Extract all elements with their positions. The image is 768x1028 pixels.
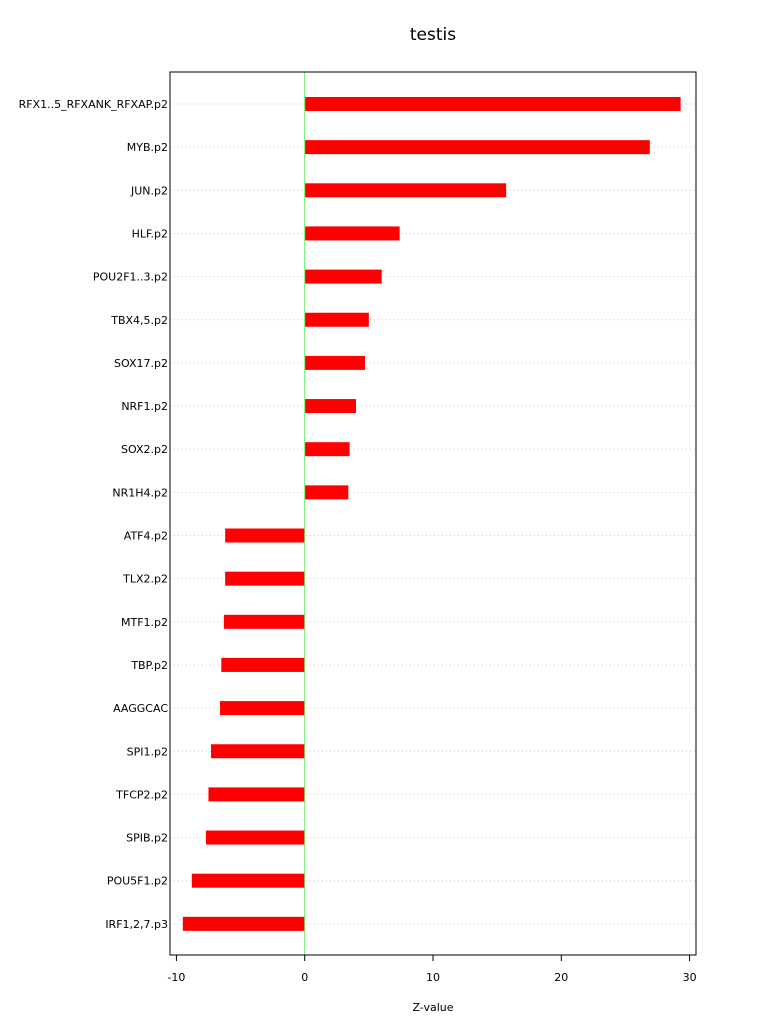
category-label: NRF1.p2 [121,400,168,414]
x-tick-label: 0 [301,971,309,984]
bar [305,442,350,456]
x-tick-label: 10 [426,971,440,984]
category-label: TBX4,5.p2 [111,313,168,327]
bars [183,97,681,931]
bar [206,831,305,845]
bar [224,615,305,629]
bar [221,658,304,672]
bar [305,183,506,197]
x-tick-label: 30 [682,971,697,984]
bar [305,226,400,240]
x-axis-title: Z-value [412,1001,454,1014]
category-label: SOX2.p2 [121,443,168,457]
category-labels [19,98,169,931]
x-axis [167,955,696,984]
category-label: SPIB.p2 [126,831,168,845]
category-label: MYB.p2 [126,141,168,155]
bar [305,140,650,154]
plot-frame [170,72,696,955]
bar [220,701,305,715]
bar [183,917,305,931]
category-label: IRF1,2,7.p3 [105,917,168,931]
category-label: JUN.p2 [130,184,168,198]
chart-title: testis [409,25,457,45]
bar [305,399,356,413]
bar [305,356,365,370]
bar [305,97,681,111]
category-label: SPI1.p2 [126,745,168,759]
bar [305,313,369,327]
bar [225,529,305,543]
category-label: POU5F1.p2 [106,874,168,888]
category-label: MTF1.p2 [120,615,168,629]
category-label: ATF4.p2 [123,529,168,543]
x-tick-label: -10 [167,971,186,984]
category-label: NR1H4.p2 [112,486,168,500]
category-label: POU2F1..3.p2 [92,270,168,284]
x-tick-label: 20 [554,971,569,984]
bar [208,787,304,801]
category-label: TLX2.p2 [123,572,168,586]
category-label: RFX1..5_RFXANK_RFXAP.p2 [18,98,168,111]
bar [225,572,305,586]
category-label: TFCP2.p2 [116,788,168,802]
category-label: AAGGCAC [113,702,168,716]
bar [192,874,305,888]
category-label: HLF.p2 [131,227,168,241]
category-label: SOX17.p2 [114,356,168,370]
category-label: TBP.p2 [131,658,168,672]
bar [305,485,349,499]
bar [305,270,382,284]
bar [211,744,305,758]
